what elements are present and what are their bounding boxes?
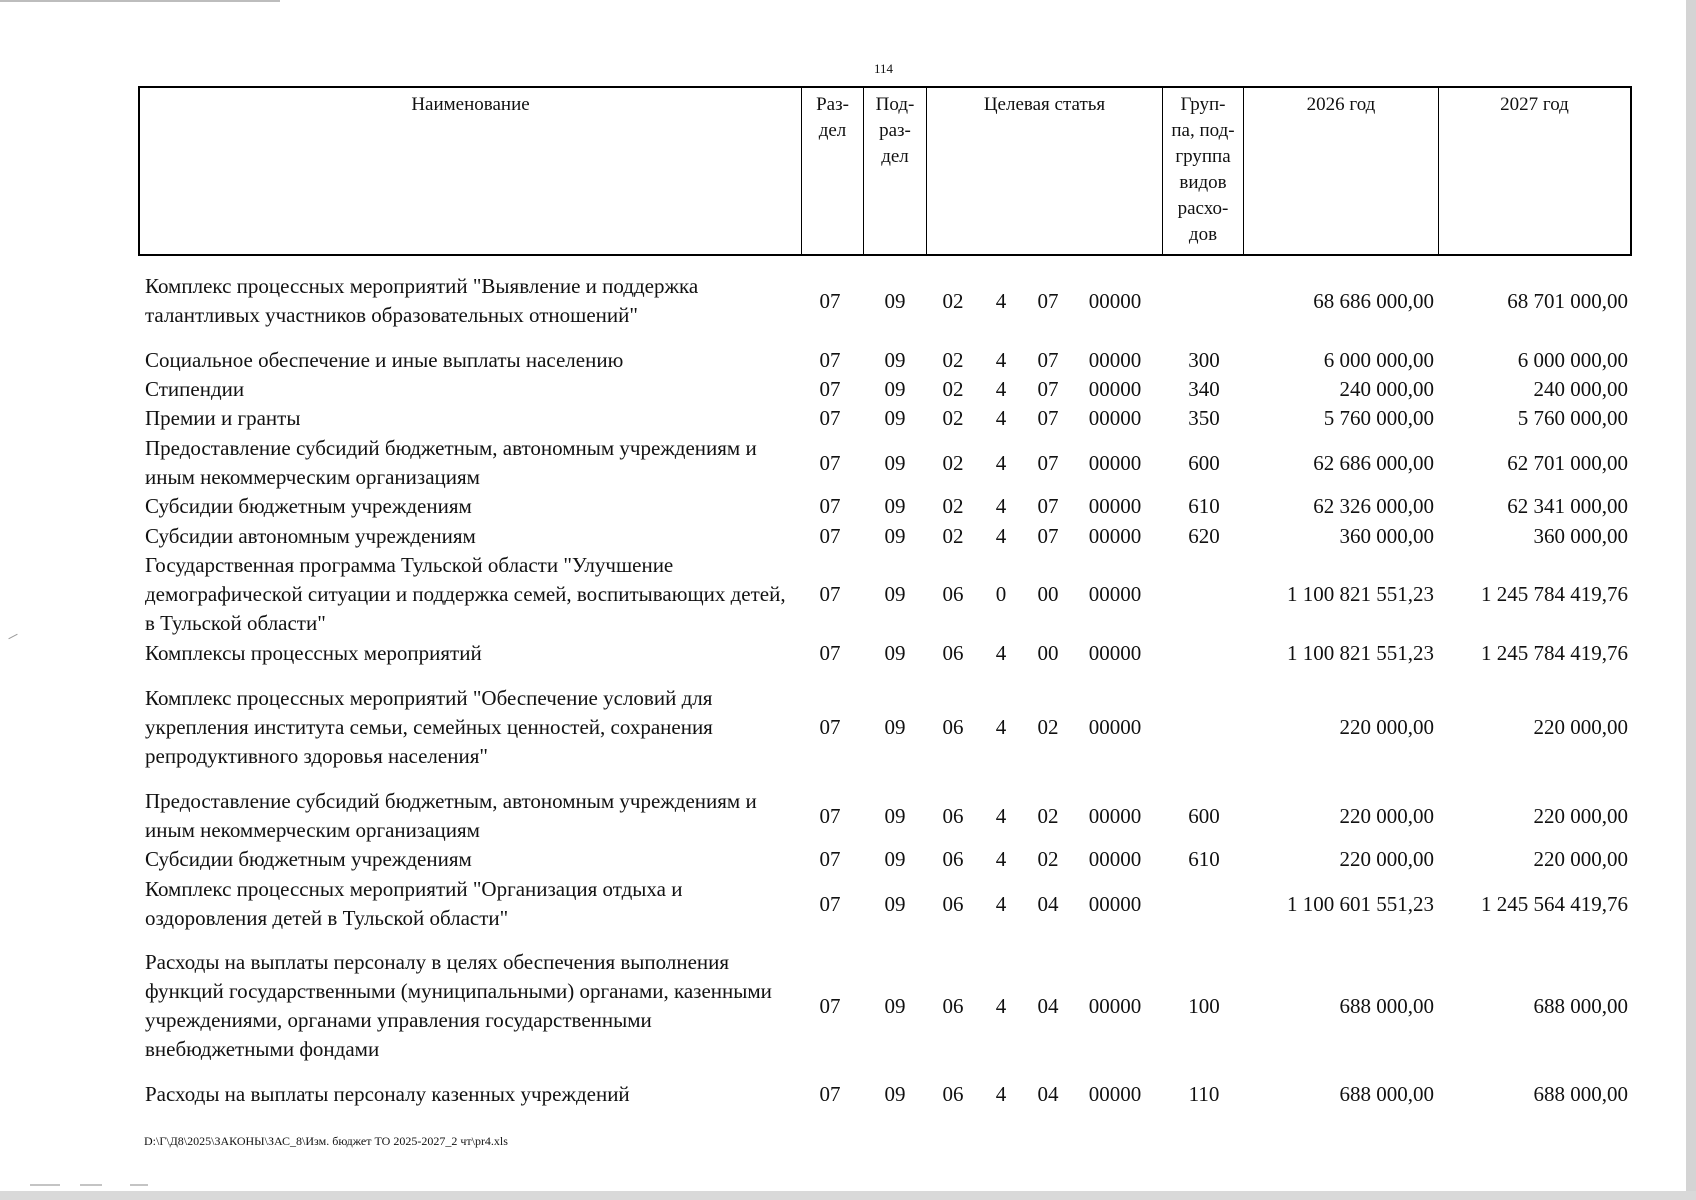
row-amount-2026: 5 760 000,00: [1323, 406, 1434, 430]
table-row: [0, 522, 1696, 551]
row-target-program: 06: [942, 847, 964, 871]
row-razdel: 07: [819, 1082, 841, 1106]
header-group-line: па, под-: [1171, 120, 1235, 141]
row-amount-2026: 1 100 821 551,23: [1287, 641, 1434, 665]
row-razdel: 07: [819, 847, 841, 871]
row-amount-2027: 6 000 000,00: [1517, 348, 1628, 372]
row-razdel: 07: [819, 494, 841, 518]
row-target-event: 02: [1037, 847, 1059, 871]
row-target-direction: 00000: [1088, 450, 1142, 475]
header-podrazdel-line: дел: [881, 146, 909, 167]
scan-edge-bottom: [0, 1191, 1696, 1200]
row-target-type: 4: [995, 377, 1007, 401]
row-target-direction: 00000: [1088, 803, 1142, 828]
row-target-type: 4: [995, 803, 1007, 828]
row-name: Комплексы процессных мероприятий: [145, 641, 482, 665]
table-row: [0, 1080, 1696, 1109]
row-target-direction: 00000: [1088, 406, 1142, 430]
row-razdel: 07: [819, 891, 841, 916]
row-target-type: 4: [995, 348, 1007, 372]
row-target-direction: 00000: [1088, 714, 1142, 739]
row-target-type: 4: [995, 1082, 1007, 1106]
row-name: Стипендии: [145, 377, 245, 401]
row-target-event: 07: [1037, 494, 1059, 518]
header-razdel-line: дел: [818, 120, 847, 141]
header-name: Наименование: [411, 94, 530, 115]
row-amount-2027: 1 245 784 419,76: [1481, 641, 1628, 665]
row-target-type: 4: [995, 450, 1007, 475]
row-amount-2026: 220 000,00: [1339, 847, 1434, 871]
table-row: [0, 551, 1696, 638]
row-target-direction: 00000: [1088, 993, 1142, 1018]
row-podrazdel: 09: [884, 348, 906, 372]
table-row: [0, 948, 1696, 1064]
header-group: [1162, 88, 1243, 254]
row-target-event: 02: [1037, 803, 1059, 828]
row-razdel: 07: [819, 288, 841, 313]
row-razdel: 07: [819, 641, 841, 665]
row-target-direction: 00000: [1088, 348, 1142, 372]
row-target-program: 06: [942, 582, 964, 606]
row-amount-2026: 62 326 000,00: [1313, 494, 1434, 518]
table-row: [0, 272, 1696, 330]
row-target-program: 06: [942, 1082, 964, 1106]
row-target-program: 02: [942, 450, 964, 475]
table-header: [138, 86, 1632, 256]
row-amount-2026: 360 000,00: [1339, 524, 1434, 548]
row-target-program: 06: [942, 714, 964, 739]
header-podrazdel-line: раз-: [879, 120, 911, 141]
row-podrazdel: 09: [884, 803, 906, 828]
scan-dash: [130, 1184, 148, 1186]
row-amount-2027: 220 000,00: [1533, 847, 1628, 871]
table-row: [0, 787, 1696, 845]
row-target-direction: 00000: [1088, 891, 1142, 916]
header-podrazdel-line: Под-: [875, 94, 915, 115]
row-amount-2027: 220 000,00: [1533, 803, 1628, 828]
row-podrazdel: 09: [884, 524, 906, 548]
row-name: Субсидии автономным учреждениям: [145, 524, 476, 548]
table-row: [0, 845, 1696, 874]
row-amount-2026: 688 000,00: [1339, 1082, 1434, 1106]
table-row: [0, 434, 1696, 492]
header-group-line: видов: [1179, 172, 1227, 193]
row-name: Субсидии бюджетным учреждениям: [145, 494, 472, 518]
row-podrazdel: 09: [884, 494, 906, 518]
row-target-direction: 00000: [1088, 847, 1142, 871]
row-name: Расходы на выплаты персоналу казенных учреждений: [145, 1082, 630, 1106]
row-podrazdel: 09: [884, 582, 906, 606]
header-group-line: Груп-: [1180, 94, 1226, 115]
row-target-event: 07: [1037, 377, 1059, 401]
row-target-program: 02: [942, 348, 964, 372]
row-podrazdel: 09: [884, 288, 906, 313]
row-target-type: 4: [995, 714, 1007, 739]
header-group-line: дов: [1188, 224, 1218, 245]
table-row: [0, 639, 1696, 668]
row-target-direction: 00000: [1088, 288, 1142, 313]
row-target-program: 02: [942, 406, 964, 430]
row-razdel: 07: [819, 582, 841, 606]
row-name: Социальное обеспечение и иные выплаты населению: [145, 348, 624, 372]
row-name: Комплекс процессных мероприятий "Организация отдыха и оздоровления детей в Тульской области": [145, 877, 683, 930]
header-podrazdel: [863, 88, 926, 254]
row-expense-group: 300: [1188, 348, 1220, 372]
scan-dash: [30, 1184, 60, 1186]
row-podrazdel: 09: [884, 891, 906, 916]
row-razdel: 07: [819, 377, 841, 401]
row-target-type: 4: [995, 993, 1007, 1018]
row-razdel: 07: [819, 803, 841, 828]
row-expense-group: 350: [1188, 406, 1220, 430]
row-target-event: 04: [1037, 891, 1059, 916]
row-amount-2026: 220 000,00: [1339, 714, 1434, 739]
row-name: Предоставление субсидий бюджетным, автономным учреждениям и иным некоммерческим организациям: [145, 789, 757, 842]
row-target-program: 02: [942, 288, 964, 313]
row-amount-2027: 62 341 000,00: [1507, 494, 1628, 518]
row-target-direction: 00000: [1088, 494, 1142, 518]
row-amount-2027: 360 000,00: [1533, 524, 1628, 548]
row-amount-2026: 220 000,00: [1339, 803, 1434, 828]
row-expense-group: 600: [1188, 450, 1220, 475]
row-target-type: 4: [995, 847, 1007, 871]
row-target-event: 07: [1037, 524, 1059, 548]
table-row: [0, 346, 1696, 375]
row-razdel: 07: [819, 348, 841, 372]
row-expense-group: 610: [1188, 847, 1220, 871]
row-target-direction: 00000: [1088, 1082, 1142, 1106]
row-podrazdel: 09: [884, 1082, 906, 1106]
row-target-program: 06: [942, 993, 964, 1018]
table-row: [0, 375, 1696, 404]
row-amount-2027: 1 245 564 419,76: [1481, 891, 1628, 916]
row-amount-2026: 688 000,00: [1339, 993, 1434, 1018]
row-expense-group: 100: [1188, 993, 1220, 1018]
row-amount-2027: 5 760 000,00: [1517, 406, 1628, 430]
row-expense-group: 600: [1188, 803, 1220, 828]
row-target-program: 02: [942, 494, 964, 518]
row-name: Комплекс процессных мероприятий "Обеспечение условий для укрепления института семьи, семейных ценностей, сохранения репродуктивного здоровья населения": [145, 685, 713, 768]
row-target-program: 06: [942, 641, 964, 665]
row-podrazdel: 09: [884, 406, 906, 430]
row-target-program: 02: [942, 377, 964, 401]
row-podrazdel: 09: [884, 993, 906, 1018]
row-amount-2027: 240 000,00: [1533, 377, 1628, 401]
row-target-type: 4: [995, 288, 1007, 313]
table-row: [0, 683, 1696, 771]
file-path-footer: D:\Г\Д8\2025\ЗАКОНЫ\ЗАС_8\Изм. бюджет ТО 2025-2027_2 чт\pr4.xls: [144, 1134, 508, 1148]
row-target-program: 06: [942, 803, 964, 828]
row-expense-group: 620: [1188, 524, 1220, 548]
row-razdel: 07: [819, 450, 841, 475]
header-year-2027: 2027 год: [1438, 88, 1630, 254]
row-target-event: 00: [1037, 641, 1059, 665]
row-expense-group: 610: [1188, 494, 1220, 518]
row-expense-group: 110: [1188, 1082, 1220, 1106]
row-podrazdel: 09: [884, 847, 906, 871]
row-razdel: 07: [819, 406, 841, 430]
row-target-event: 07: [1037, 348, 1059, 372]
row-name: Премии и гранты: [145, 406, 301, 430]
row-target-program: 06: [942, 891, 964, 916]
table-row: [0, 404, 1696, 433]
row-amount-2026: 62 686 000,00: [1313, 450, 1434, 475]
row-target-event: 04: [1037, 993, 1059, 1018]
row-amount-2026: 68 686 000,00: [1313, 288, 1434, 313]
row-name: Субсидии бюджетным учреждениям: [145, 847, 472, 871]
row-podrazdel: 09: [884, 450, 906, 475]
row-target-type: 4: [995, 891, 1007, 916]
row-podrazdel: 09: [884, 377, 906, 401]
row-target-event: 07: [1037, 450, 1059, 475]
row-razdel: 07: [819, 714, 841, 739]
header-group-line: расхо-: [1177, 198, 1229, 219]
row-expense-group: 340: [1188, 377, 1220, 401]
header-group-line: группа: [1175, 146, 1231, 167]
row-amount-2026: 240 000,00: [1339, 377, 1434, 401]
row-name: Расходы на выплаты персоналу в целях обеспечения выполнения функций государственными (муниципальными) органами, казенными учреждениями, органами управления государственными внебюджетными фондами: [145, 950, 772, 1061]
row-target-type: 4: [995, 406, 1007, 430]
header-razdel-line: Раз-: [816, 94, 849, 115]
row-amount-2027: 62 701 000,00: [1507, 450, 1628, 475]
table-row: [0, 492, 1696, 521]
row-target-type: 0: [995, 582, 1007, 606]
row-amount-2027: 68 701 000,00: [1507, 288, 1628, 313]
scan-dash: [80, 1184, 102, 1186]
row-razdel: 07: [819, 524, 841, 548]
row-target-event: 07: [1037, 406, 1059, 430]
header-year-2026: 2026 год: [1243, 88, 1438, 254]
row-target-event: 07: [1037, 288, 1059, 313]
row-razdel: 07: [819, 993, 841, 1018]
row-target-event: 04: [1037, 1082, 1059, 1106]
row-amount-2026: 1 100 821 551,23: [1287, 582, 1434, 606]
row-target-program: 02: [942, 524, 964, 548]
row-amount-2027: 688 000,00: [1533, 1082, 1628, 1106]
row-name: Государственная программа Тульской области "Улучшение демографической ситуации и поддержка семей, воспитывающих детей, в Тульской области": [145, 553, 786, 635]
row-target-direction: 00000: [1088, 582, 1142, 606]
row-amount-2026: 6 000 000,00: [1323, 348, 1434, 372]
row-amount-2027: 1 245 784 419,76: [1481, 582, 1628, 606]
row-target-direction: 00000: [1088, 377, 1142, 401]
row-target-type: 4: [995, 494, 1007, 518]
row-amount-2027: 688 000,00: [1533, 993, 1628, 1018]
row-target-type: 4: [995, 524, 1007, 548]
row-podrazdel: 09: [884, 641, 906, 665]
scan-edge-line: [0, 0, 280, 2]
row-name: Предоставление субсидий бюджетным, автономным учреждениям и иным некоммерческим организациям: [145, 436, 757, 489]
page-number: 114: [874, 61, 894, 76]
row-amount-2027: 220 000,00: [1533, 714, 1628, 739]
row-target-event: 02: [1037, 714, 1059, 739]
row-name: Комплекс процессных мероприятий "Выявление и поддержка талантливых участников образовательных отношений": [145, 274, 699, 327]
row-podrazdel: 09: [884, 714, 906, 739]
row-amount-2026: 1 100 601 551,23: [1287, 891, 1434, 916]
header-target: Целевая статья: [926, 88, 1162, 254]
table-row: [0, 875, 1696, 933]
row-target-direction: 00000: [1088, 524, 1142, 548]
row-target-event: 00: [1037, 582, 1059, 606]
header-razdel: [801, 88, 863, 254]
row-target-type: 4: [995, 641, 1007, 665]
row-target-direction: 00000: [1088, 641, 1142, 665]
